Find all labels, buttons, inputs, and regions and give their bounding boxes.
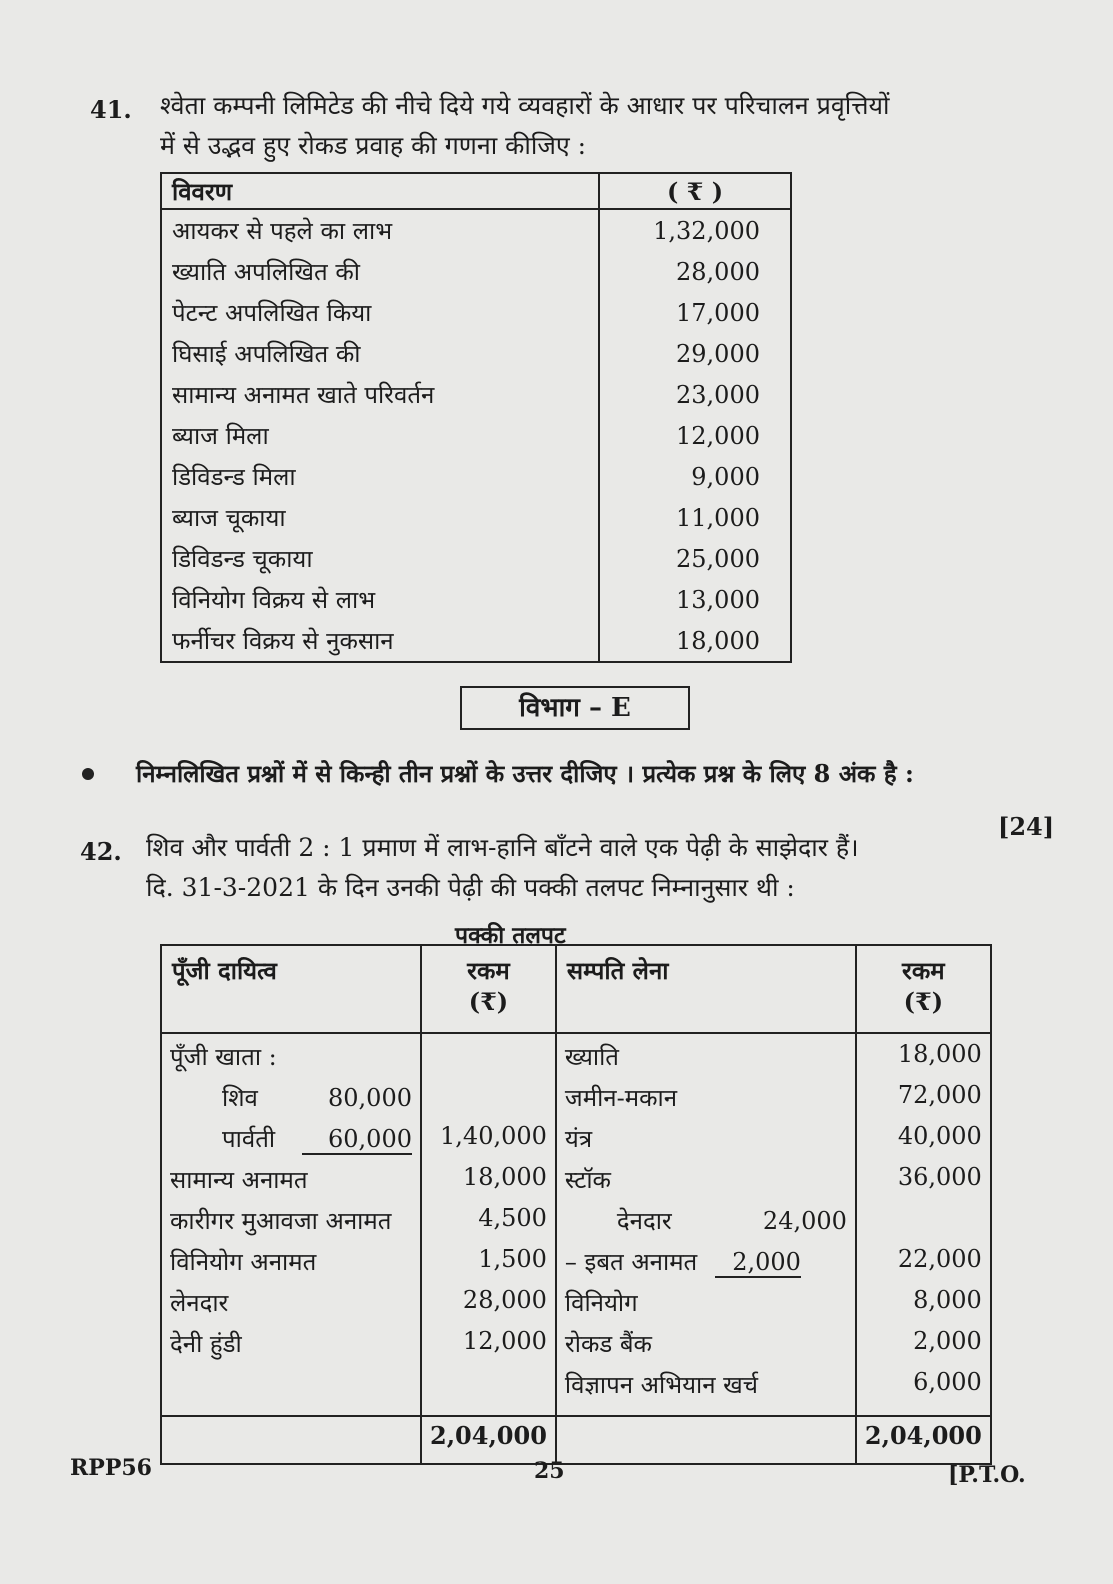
row-label: सामान्य अनामत खाते परिवर्तन	[172, 381, 435, 409]
table-row	[161, 209, 791, 251]
row-amount: 29,000	[599, 333, 791, 374]
debtors-label: देनदार	[616, 1207, 672, 1235]
liability-amount: 28,000	[462, 1286, 547, 1314]
capital-label: पूँजी खाता :	[170, 1043, 277, 1071]
table-row	[161, 292, 791, 333]
row-amount: 1,32,000	[599, 209, 791, 251]
liabilities-labels	[161, 1033, 421, 1416]
marks-badge: [24]	[998, 812, 1055, 841]
balance-sheet-title: पक्की तलपट	[455, 922, 566, 949]
page-number: 25	[534, 1458, 565, 1484]
header-assets: सम्पति लेना	[556, 945, 856, 1033]
question-text-line2: में से उद्भव हुए रोकड प्रवाह की गणना कीजिए :	[160, 131, 587, 160]
row-amount: 17,000	[599, 292, 791, 333]
header-amount: ( ₹ )	[599, 173, 791, 209]
question-text-line2: दि. 31-3-2021 के दिन उनकी पेढ़ी की पक्की तलपट निम्नानुसार थी :	[146, 873, 795, 902]
liability-amount: 4,500	[478, 1204, 547, 1232]
question-number: 42.	[80, 837, 122, 866]
row-label: ब्याज चूकाया	[172, 504, 286, 532]
row-label: आयकर से पहले का लाभ	[172, 217, 393, 245]
pto-label: [P.T.O.	[948, 1462, 1026, 1488]
row-amount: 25,000	[599, 538, 791, 579]
table-row	[161, 620, 791, 662]
shiv-label: शिव	[222, 1084, 258, 1112]
liability-amount: 12,000	[462, 1327, 547, 1355]
cash-flow-table	[160, 172, 792, 663]
capital-total: 1,40,000	[440, 1122, 547, 1150]
bdr-amount: 2,000	[715, 1248, 801, 1278]
asset-label: विज्ञापन अभियान खर्च	[564, 1371, 759, 1399]
asset-label: यंत्र	[564, 1125, 593, 1153]
row-label: पेटन्ट अपलिखित किया	[172, 299, 372, 327]
asset-amount: 40,000	[897, 1122, 982, 1150]
total-liabilities: 2,04,000	[421, 1416, 556, 1464]
capital-parvati	[170, 1122, 412, 1163]
liability-amount: 1,500	[478, 1245, 547, 1273]
row-label: ख्याति अपलिखित की	[172, 258, 360, 286]
balance-sheet-table	[160, 944, 992, 1465]
row-label: फर्नीचर विक्रय से नुकसान	[172, 627, 394, 655]
header-amount-label: रकम	[467, 956, 510, 985]
liability-label: देनी हुंडी	[170, 1330, 242, 1358]
total-assets-spacer	[556, 1416, 856, 1464]
asset-label: जमीन-मकान	[564, 1084, 678, 1112]
row-amount: 13,000	[599, 579, 791, 620]
debtors-row	[565, 1204, 847, 1245]
row-label: डिविडन्ड चूकाया	[172, 545, 313, 573]
asset-amount: 8,000	[913, 1286, 982, 1314]
assets-amounts	[856, 1033, 991, 1416]
asset-amount: 72,000	[897, 1081, 982, 1109]
liability-label: विनियोग अनामत	[170, 1248, 317, 1276]
header-liabilities: पूँजी दायित्व	[161, 945, 421, 1033]
liability-label: सामान्य अनामत	[170, 1166, 308, 1194]
debtors-amount: 24,000	[762, 1207, 847, 1235]
asset-label: विनियोग	[564, 1289, 638, 1317]
row-label: डिविडन्ड मिला	[172, 463, 296, 491]
header-amount-assets	[856, 945, 991, 1033]
header-particulars: विवरण	[161, 173, 599, 209]
row-amount: 9,000	[599, 456, 791, 497]
table-row	[161, 497, 791, 538]
question-text-line1: श्वेता कम्पनी लिमिटेड की नीचे दिये गये व्यवहारों के आधार पर परिचालन प्रवृत्तियों	[160, 91, 890, 120]
table-row	[161, 456, 791, 497]
header-amount-unit: (₹)	[903, 987, 944, 1016]
row-label: घिसाई अपलिखित की	[172, 340, 361, 368]
header-amount-liabilities	[421, 945, 556, 1033]
asset-amount: 18,000	[897, 1040, 982, 1068]
debtors-net: 22,000	[897, 1245, 982, 1273]
liability-label: कारीगर मुआवजा अनामत	[170, 1207, 392, 1235]
row-label: ब्याज मिला	[172, 422, 269, 450]
table-row	[161, 538, 791, 579]
instructions: निम्नलिखित प्रश्नों में से किन्ही तीन प्रश्नों के उत्तर दीजिए । प्रत्येक प्रश्न के लिए 8 अंक है :	[136, 759, 914, 788]
row-amount: 12,000	[599, 415, 791, 456]
shiv-amount: 80,000	[328, 1084, 412, 1112]
row-amount: 11,000	[599, 497, 791, 538]
table-row	[161, 374, 791, 415]
row-amount: 18,000	[599, 620, 791, 662]
liability-amount: 18,000	[462, 1163, 547, 1191]
section-title: विभाग – E	[460, 686, 690, 730]
paper-code: RPP56	[70, 1455, 152, 1481]
table-row	[161, 415, 791, 456]
asset-label: रोकड बैंक	[564, 1330, 652, 1358]
question-number: 41.	[90, 95, 132, 124]
asset-amount: 6,000	[913, 1368, 982, 1396]
row-label: विनियोग विक्रय से लाभ	[172, 586, 376, 614]
parvati-label: पार्वती	[222, 1125, 276, 1153]
assets-labels	[556, 1033, 856, 1416]
asset-amount: 36,000	[897, 1163, 982, 1191]
table-row	[161, 333, 791, 374]
table-row	[161, 579, 791, 620]
bdr-label: – इबत अनामत	[564, 1248, 698, 1276]
question-text-line1: शिव और पार्वती 2 : 1 प्रमाण में लाभ-हानि बाँटने वाले एक पेढ़ी के साझेदार हैं।	[146, 833, 859, 862]
total-assets: 2,04,000	[856, 1416, 991, 1464]
liabilities-amounts	[421, 1033, 556, 1416]
header-amount-label: रकम	[902, 956, 945, 985]
asset-label: स्टॉक	[564, 1166, 611, 1194]
header-amount-unit: (₹)	[468, 987, 509, 1016]
capital-shiv	[170, 1081, 412, 1122]
row-amount: 23,000	[599, 374, 791, 415]
total-liabilities-spacer	[161, 1416, 421, 1464]
parvati-amount: 60,000	[302, 1125, 412, 1155]
bdr-row	[565, 1245, 847, 1286]
row-amount: 28,000	[599, 251, 791, 292]
liability-label: लेनदार	[170, 1289, 229, 1317]
asset-label: ख्याति	[564, 1043, 619, 1071]
table-row	[161, 251, 791, 292]
bullet-icon	[82, 768, 94, 780]
asset-amount: 2,000	[913, 1327, 982, 1355]
